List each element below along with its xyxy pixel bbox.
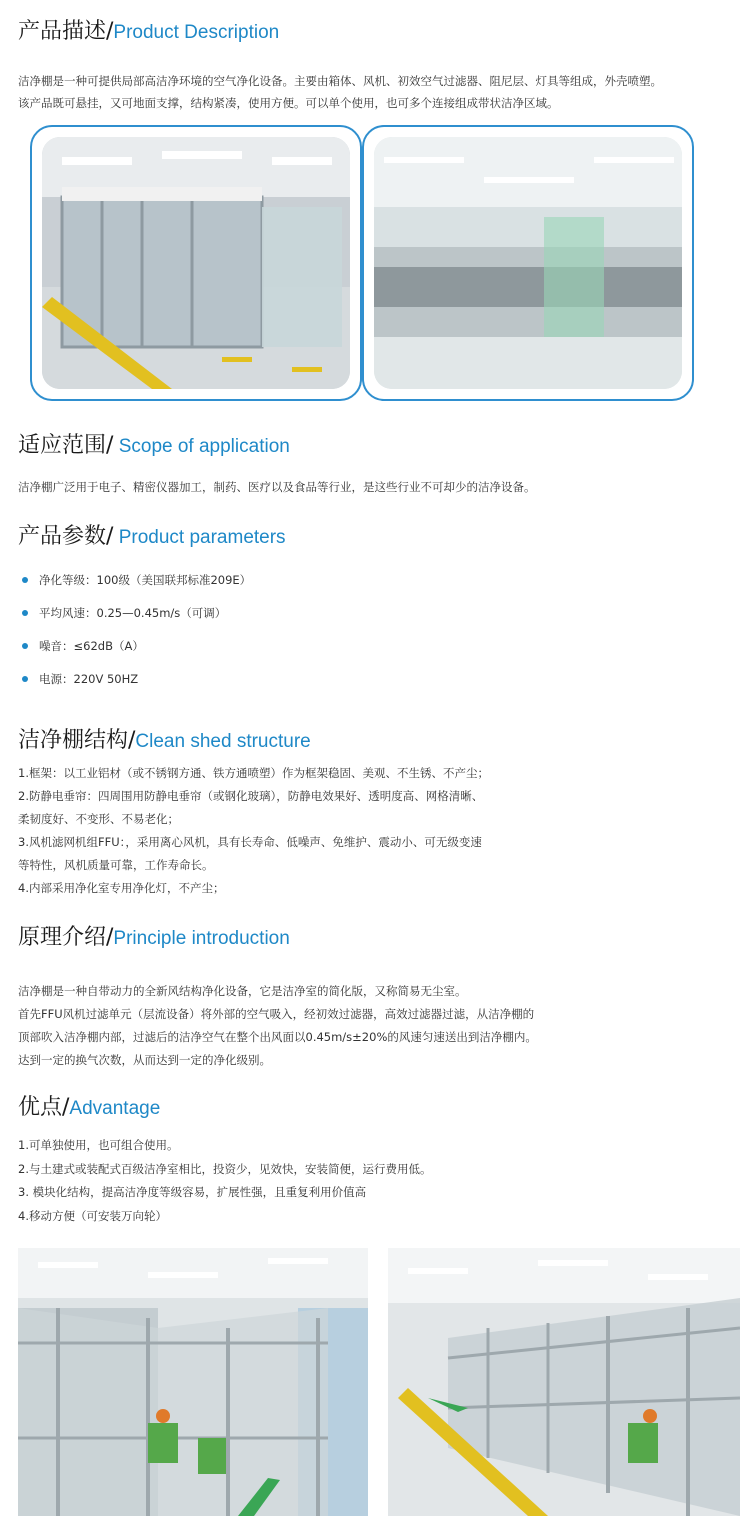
parameter-item — [22, 671, 138, 687]
photo-frame-left — [30, 125, 362, 401]
scope-line: 洁净棚广泛用于电子、精密仪器加工，制药、医疗以及食品等行业，是这些行业不可却少的洁净设备。 — [18, 480, 536, 494]
principle-line: 顶部吹入洁净棚内部，过滤后的洁净空气在整个出风面以0.45m/s±20%的风速匀速送出到洁净棚内。 — [18, 1030, 537, 1044]
section-heading-parameters — [18, 519, 286, 550]
structure-line: 2.防静电垂帘：四周围用防静电垂帘（或钢化玻璃），防静电效果好、透明度高、网格清晰、 — [18, 789, 484, 803]
photo-frame-right — [362, 125, 694, 401]
section-heading-principle — [18, 920, 290, 951]
structure-line: 柔韧度好、不变形、不易老化； — [18, 812, 179, 826]
principle-text — [18, 980, 537, 1072]
structure-line: 4.内部采用净化室专用净化灯，不产尘； — [18, 881, 225, 895]
heading-en: Product Description — [113, 22, 280, 43]
heading-en: Product parameters — [113, 527, 286, 548]
bullet-dot — [22, 610, 28, 616]
structure-line: 1.框架：以工业铝材（或不锈钢方通、铁方通喷塑）作为框架稳固、美观、不生锈、不产尘； — [18, 766, 489, 780]
scope-text — [18, 476, 536, 498]
section-heading-description — [18, 14, 279, 45]
installation-photo-1 — [18, 1248, 368, 1516]
principle-line: 达到一定的换气次数，从而达到一定的净化级别。 — [18, 1053, 271, 1067]
parameter-item — [22, 572, 251, 588]
clean-shed-photo-1 — [42, 137, 350, 389]
parameter-item — [22, 638, 144, 654]
heading-en: Scope of application — [113, 436, 290, 457]
description-line: 洁净棚是一种可提供局部高洁净环境的空气净化设备。主要由箱体、风机、初效空气过滤器、阻尼层、灯具等组成，外壳喷塑。 — [18, 74, 662, 88]
heading-cn: 产品参数/ — [18, 524, 114, 549]
heading-en: Clean shed structure — [135, 731, 311, 752]
description-text — [18, 70, 662, 114]
heading-en: Advantage — [69, 1098, 161, 1119]
section-heading-structure — [18, 723, 311, 754]
structure-text — [18, 762, 489, 900]
heading-cn: 优点/ — [18, 1095, 70, 1120]
parameter-text: 电源：220V 50HZ — [39, 672, 139, 686]
clean-shed-photo-2 — [374, 137, 682, 389]
heading-cn: 产品描述/ — [18, 19, 114, 44]
parameter-text: 噪音：≤62dB（A） — [39, 639, 144, 653]
bullet-dot — [22, 577, 28, 583]
parameter-text: 平均风速：0.25—0.45m/s（可调） — [39, 606, 227, 620]
section-heading-advantage — [18, 1090, 160, 1121]
principle-line: 首先FFU风机过滤单元（层流设备）将外部的空气吸入，经初效过滤器，高效过滤器过滤，从洁净棚的 — [18, 1007, 535, 1021]
parameter-item — [22, 605, 226, 621]
parameter-text: 净化等级：100级（美国联邦标准209E） — [39, 573, 252, 587]
structure-line: 等特性，风机质量可靠，工作寿命长。 — [18, 858, 214, 872]
advantage-line: 2.与土建式或装配式百级洁净室相比，投资少，见效快，安装简便，运行费用低。 — [18, 1161, 432, 1176]
heading-cn: 洁净棚结构/ — [18, 728, 136, 753]
installation-photo-2 — [388, 1248, 740, 1516]
advantage-line: 4.移动方便（可安装万向轮） — [18, 1208, 167, 1223]
heading-en: Principle introduction — [113, 928, 290, 949]
structure-line: 3.风机滤网机组FFU：，采用离心风机，具有长寿命、低噪声、免维护、震动小、可无级变速 — [18, 835, 482, 849]
heading-cn: 原理介绍/ — [18, 925, 114, 950]
advantage-line: 3. 模块化结构，提高洁净度等级容易，扩展性强，且重复利用价值高 — [18, 1185, 367, 1199]
section-heading-scope — [18, 428, 290, 459]
heading-cn: 适应范围/ — [18, 433, 114, 458]
principle-line: 洁净棚是一种自带动力的全新风结构净化设备，它是洁净室的简化版，又称简易无尘室。 — [18, 984, 467, 998]
advantage-text — [18, 1134, 431, 1228]
bullet-dot — [22, 643, 28, 649]
bullet-dot — [22, 676, 28, 682]
description-line: 该产品既可悬挂，又可地面支撑，结构紧凑，使用方便。可以单个使用，也可多个连接组成带状洁净区域。 — [18, 96, 559, 110]
advantage-line: 1.可单独使用，也可组合使用。 — [18, 1138, 179, 1152]
